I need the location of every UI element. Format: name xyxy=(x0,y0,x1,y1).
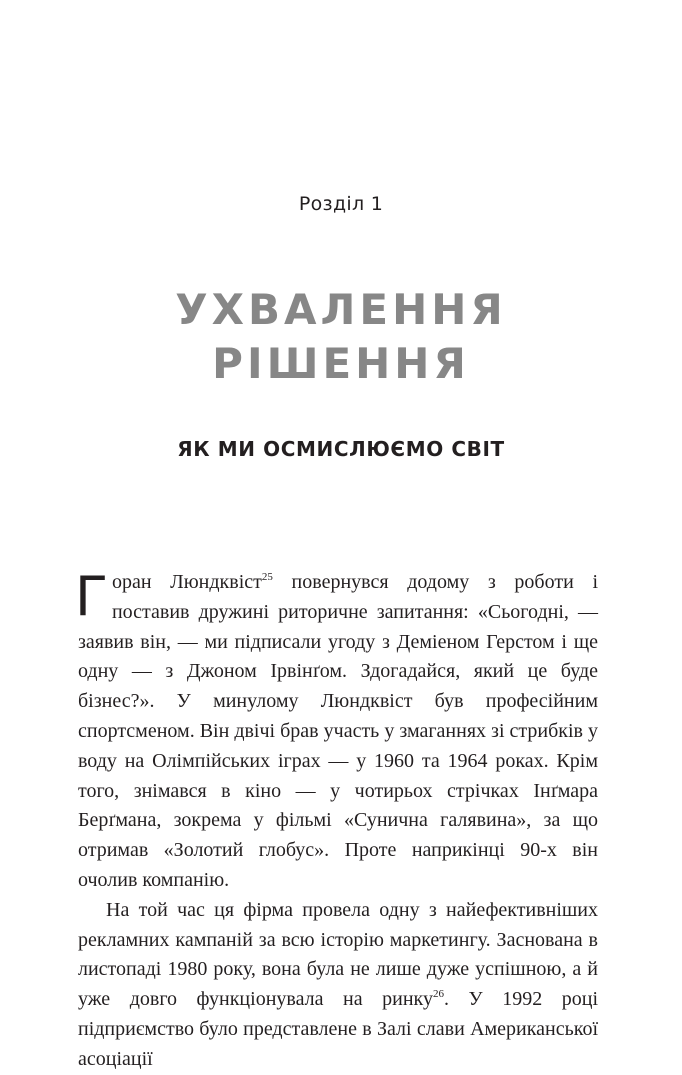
drop-cap: Г xyxy=(75,565,108,628)
footnote-ref-26[interactable]: 26 xyxy=(432,988,444,1001)
paragraph-2-text-b: . У 1992 році підприємство було представлене в Залі слави Американської асоціації xyxy=(78,988,598,1070)
paragraph-2 xyxy=(78,896,598,1075)
paragraph-2-text-a: На той час ця фірма провела одну з найефективніших рекламних кампаній за всю історію маркетингу. Заснована в листопаді 1980 року, вона була не лише дуже успішною, а й уже довго функціонувала на ринку xyxy=(78,898,598,1011)
chapter-title-line-2: РІШЕННЯ xyxy=(212,339,470,388)
paragraph-1 xyxy=(75,565,598,896)
chapter-subtitle: ЯК МИ ОСМИСЛЮЄМО СВІТ xyxy=(177,437,505,461)
chapter-title-line-1: УХВАЛЕННЯ xyxy=(175,285,507,334)
paragraph-1-text-a: оран Люндквіст xyxy=(111,571,262,593)
chapter-title xyxy=(0,283,682,391)
chapter-label: Розділ 1 xyxy=(298,193,384,215)
body-text xyxy=(75,565,598,1075)
footnote-ref-25[interactable]: 25 xyxy=(261,571,273,583)
paragraph-1-text-b: повернувся додому з роботи і поставив дружині риторичне запитання: «Сьогодні, — заявив він, — ми підписали угоду з Деміеном Герстом і ще одну — з Джоном Ірвінґом. Здогадайся, який це буде бізнес?». У минулому Люндквіст був професійним спортсменом. Він двічі брав участь у змаганнях зі стрибків у воду на Олімпійських іграх — у 1960 та 1964 роках. Крім того, знімався в кіно — у чотирьох стрічках Інґмара Берґмана, зокрема у фільмі «Сунична галявина», за що отримав «Золотий глобус». Проте наприкінці 90-х він очолив компанію. xyxy=(78,571,598,891)
